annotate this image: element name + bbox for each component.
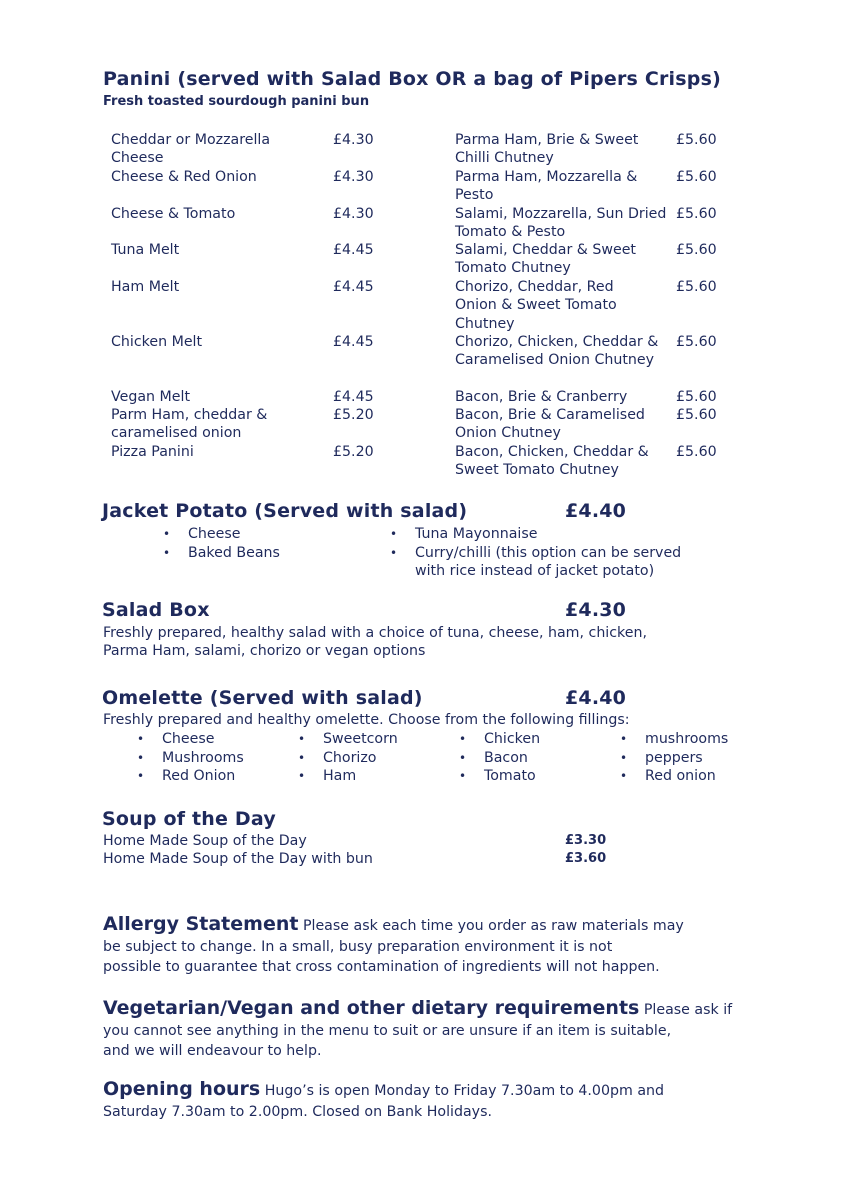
menu-item-name: Bacon, Brie & Caramelised Onion Chutney [455,407,645,442]
menu-item-price: £5.60 [676,206,717,222]
list-item: • Chicken [484,730,540,749]
omelette-title: Omelette (Served with salad) [102,687,423,709]
menu-item-name: Chicken Melt [111,334,203,350]
menu-item-name: Tuna Melt [111,242,180,258]
menu-item-name: Ham Melt [111,279,180,295]
menu-item-price: £5.60 [676,444,717,460]
salad-price: £4.30 [565,599,627,621]
menu-item-price: £5.20 [333,407,374,423]
menu-item-name: Parma Ham, Mozzarella & Pesto [455,169,638,204]
list-item-continued: with rice instead of jacket potato) [415,563,655,579]
menu-item-name: Chorizo, Chicken, Cheddar & Caramelised Onion Chutney [455,334,659,369]
menu-item-price: £4.45 [333,389,374,405]
salad-title: Salad Box [102,599,210,621]
list-item: • Red Onion [162,767,244,786]
menu-item-name: Bacon, Brie & Cranberry [455,389,628,405]
menu-item-name: Bacon, Chicken, Cheddar & Sweet Tomato Chutney [455,444,649,479]
list-item: • mushrooms [645,730,728,749]
list-item: • Red onion [645,767,728,786]
jacket-options-col2 [415,525,681,581]
dietary-title: Vegetarian/Vegan and other dietary requirements [103,997,640,1019]
soup-item-name: Home Made Soup of the Day with bun [103,851,373,867]
menu-item-name: Salami, Mozzarella, Sun Dried Tomato & Pesto [455,206,667,241]
menu-item-price: £5.60 [676,334,717,350]
jacket-price: £4.40 [565,500,627,522]
menu-item-name: Pizza Panini [111,444,194,460]
list-item: • Tuna Mayonnaise [415,525,681,544]
jacket-options-col1 [188,525,280,562]
menu-item-price: £4.30 [333,132,374,148]
menu-item-price: £5.60 [676,389,717,405]
list-item: • Chorizo [323,749,398,768]
menu-item-name: Salami, Cheddar & Sweet Tomato Chutney [455,242,636,277]
opening-hours-title: Opening hours [103,1078,261,1100]
dietary-text: Please ask if [643,1002,733,1018]
jacket-title: Jacket Potato (Served with salad) [102,500,468,522]
menu-item-name: Vegan Melt [111,389,191,405]
menu-item-name: Cheese & Red Onion [111,169,257,185]
opening-hours-text: Hugo’s is open Monday to Friday 7.30am to 4.00pm and [264,1083,665,1099]
omelette-fillings-col3 [484,730,540,786]
list-item: • Tomato [484,767,540,786]
dietary-text: you cannot see anything in the menu to suit or are unsure if an item is suitable, [103,1022,672,1039]
menu-item-name: Cheddar or Mozzarella Cheese [111,132,271,167]
list-item: • Bacon [484,749,540,768]
menu-item-name: Parma Ham, Brie & Sweet Chilli Chutney [455,132,639,167]
opening-hours-text: Saturday 7.30am to 2.00pm. Closed on Bank Holidays. [103,1103,492,1120]
list-item: • Cheese [162,730,244,749]
allergy-text: possible to guarantee that cross contamination of ingredients will not happen. [103,959,660,975]
soup-item-price: £3.30 [565,833,607,848]
list-item: • Cheese [188,525,280,544]
salad-description: Freshly prepared, healthy salad with a choice of tuna, cheese, ham, chicken, [103,625,647,641]
menu-item-price: £5.60 [676,169,717,185]
omelette-fillings-col1 [162,730,244,786]
menu-item-price: £5.60 [676,242,717,258]
soup-item-name: Home Made Soup of the Day [103,833,307,849]
omelette-description: Freshly prepared and healthy omelette. Choose from the following fillings: [103,712,630,728]
dietary-text: and we will endeavour to help. [103,1043,322,1059]
soup-item-price: £3.60 [565,851,607,866]
allergy-text: be subject to change. In a small, busy preparation environment it is not [103,938,613,955]
menu-item-price: £5.60 [676,132,717,148]
omelette-price: £4.40 [565,687,627,709]
list-item: • Baked Beans [188,544,280,563]
panini-subtitle: Fresh toasted sourdough panini bun [103,94,370,109]
menu-item-price: £4.45 [333,242,374,258]
menu-item-name: Parm Ham, cheddar & caramelised onion [111,407,268,442]
menu-item-name: Chorizo, Cheddar, Red Onion & Sweet Tomato Chutney [455,279,617,332]
menu-item-price: £4.30 [333,206,374,222]
list-item: • Mushrooms [162,749,244,768]
menu-item-price: £4.30 [333,169,374,185]
menu-item-price: £5.60 [676,279,717,295]
menu-item-name: Cheese & Tomato [111,206,236,222]
list-item: • Ham [323,767,398,786]
menu-item-price: £4.45 [333,334,374,350]
allergy-title: Allergy Statement [103,913,299,935]
menu-item-price: £5.20 [333,444,374,460]
list-item: • Curry/chilli (this option can be served [415,544,681,563]
menu-item-price: £4.45 [333,279,374,295]
dietary-statement [103,998,803,1062]
allergy-statement [103,914,753,978]
list-item: • Sweetcorn [323,730,398,749]
salad-description-2: Parma Ham, salami, chorizo or vegan options [103,643,426,659]
list-item: • peppers [645,749,728,768]
omelette-fillings-col2 [323,730,398,786]
panini-title: Panini (served with Salad Box OR a bag of Pipers Crisps) [103,68,721,90]
opening-hours [103,1079,753,1122]
soup-title: Soup of the Day [102,808,276,830]
menu-item-price: £5.60 [676,407,717,423]
omelette-fillings-col4 [645,730,728,786]
allergy-text: Please ask each time you order as raw materials may [302,918,684,934]
